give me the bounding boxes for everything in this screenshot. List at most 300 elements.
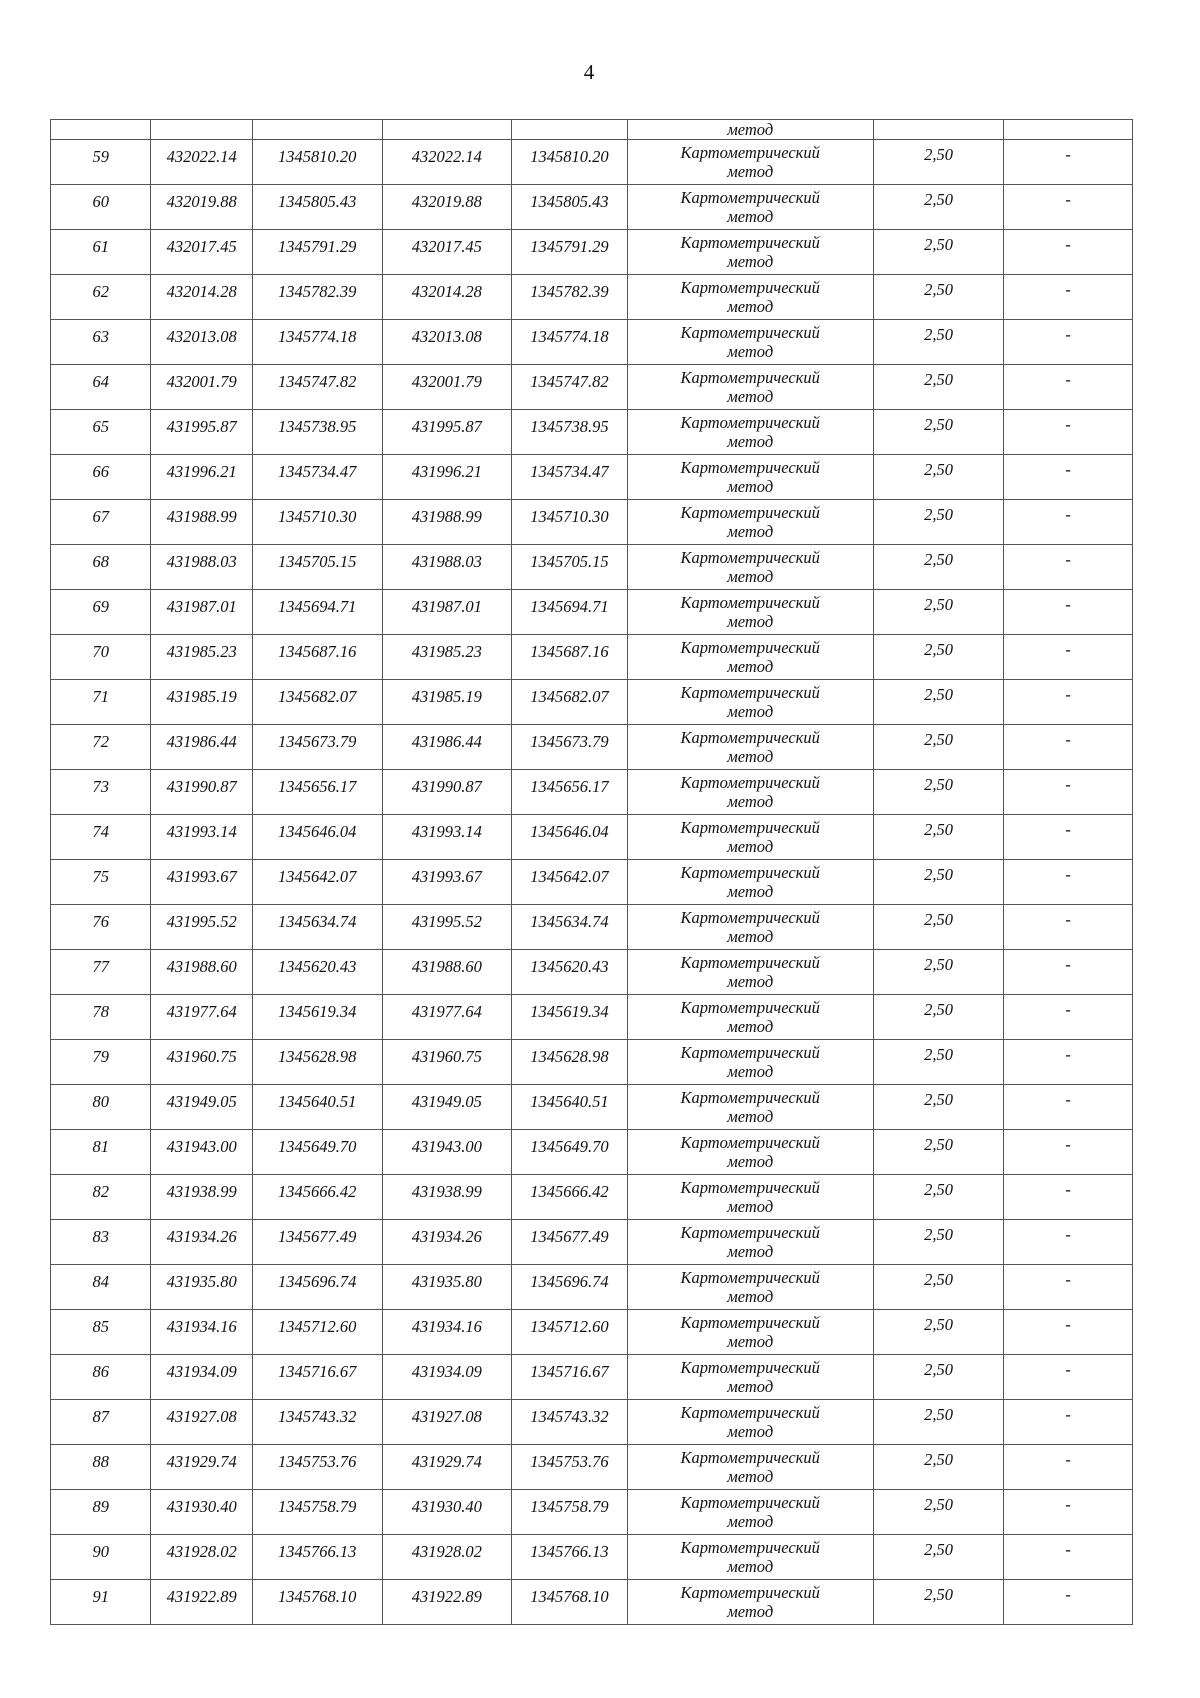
accuracy-cell: 2,50 bbox=[873, 860, 1004, 905]
table-row bbox=[51, 1580, 1133, 1625]
method-line-1: Картометрический bbox=[680, 908, 820, 927]
method-cell bbox=[627, 905, 873, 950]
method-line-2: метод bbox=[727, 747, 774, 766]
method-cell bbox=[627, 995, 873, 1040]
method-line-1: Картометрический bbox=[680, 1583, 820, 1602]
method-cell bbox=[627, 410, 873, 455]
x-existing-cell: 431929.74 bbox=[151, 1445, 252, 1490]
note-cell: - bbox=[1004, 1490, 1133, 1535]
accuracy-cell: 2,50 bbox=[873, 680, 1004, 725]
table-row bbox=[51, 500, 1133, 545]
x-new-cell: 431943.00 bbox=[382, 1130, 512, 1175]
point-number-cell: 70 bbox=[51, 635, 151, 680]
y-new-cell: 1345682.07 bbox=[512, 680, 628, 725]
accuracy-cell: 2,50 bbox=[873, 185, 1004, 230]
coordinates-table bbox=[50, 119, 1133, 1625]
method-cell bbox=[627, 950, 873, 995]
point-number-cell: 85 bbox=[51, 1310, 151, 1355]
y-new-cell: 1345646.04 bbox=[512, 815, 628, 860]
y-new-cell: 1345666.42 bbox=[512, 1175, 628, 1220]
point-number-cell: 88 bbox=[51, 1445, 151, 1490]
y-existing-cell: 1345716.67 bbox=[252, 1355, 382, 1400]
y-existing-cell: 1345782.39 bbox=[252, 275, 382, 320]
method-cell bbox=[627, 1400, 873, 1445]
y-existing-cell: 1345619.34 bbox=[252, 995, 382, 1040]
y-existing-cell: 1345649.70 bbox=[252, 1130, 382, 1175]
note-cell: - bbox=[1004, 725, 1133, 770]
y-existing-cell: 1345666.42 bbox=[252, 1175, 382, 1220]
note-cell: - bbox=[1004, 455, 1133, 500]
y-existing-cell: 1345640.51 bbox=[252, 1085, 382, 1130]
method-line-1: Картометрический bbox=[680, 1268, 820, 1287]
table-cell bbox=[1004, 120, 1133, 140]
method-line-1: Картометрический bbox=[680, 188, 820, 207]
table-row bbox=[51, 635, 1133, 680]
y-new-cell: 1345738.95 bbox=[512, 410, 628, 455]
method-line-1: Картометрический bbox=[680, 1538, 820, 1557]
method-cell bbox=[627, 320, 873, 365]
method-cell bbox=[627, 1355, 873, 1400]
point-number-cell: 74 bbox=[51, 815, 151, 860]
x-new-cell: 432017.45 bbox=[382, 230, 512, 275]
x-existing-cell: 431949.05 bbox=[151, 1085, 252, 1130]
y-new-cell: 1345696.74 bbox=[512, 1265, 628, 1310]
accuracy-cell: 2,50 bbox=[873, 1445, 1004, 1490]
accuracy-cell: 2,50 bbox=[873, 320, 1004, 365]
method-line-2: метод bbox=[727, 522, 774, 541]
accuracy-cell: 2,50 bbox=[873, 455, 1004, 500]
x-existing-cell: 431960.75 bbox=[151, 1040, 252, 1085]
point-number-cell: 91 bbox=[51, 1580, 151, 1625]
accuracy-cell: 2,50 bbox=[873, 1085, 1004, 1130]
method-line-1: Картометрический bbox=[680, 683, 820, 702]
x-existing-cell: 431928.02 bbox=[151, 1535, 252, 1580]
x-new-cell: 431988.60 bbox=[382, 950, 512, 995]
table-row bbox=[51, 995, 1133, 1040]
y-new-cell: 1345634.74 bbox=[512, 905, 628, 950]
method-line-2: метод bbox=[727, 1467, 774, 1486]
y-new-cell: 1345774.18 bbox=[512, 320, 628, 365]
x-existing-cell: 432013.08 bbox=[151, 320, 252, 365]
method-cell bbox=[627, 500, 873, 545]
point-number-cell: 87 bbox=[51, 1400, 151, 1445]
method-line-2: метод bbox=[727, 972, 774, 991]
method-line-1: Картометрический bbox=[680, 1133, 820, 1152]
method-line-1: Картометрический bbox=[680, 773, 820, 792]
method-cell bbox=[627, 365, 873, 410]
point-number-cell: 84 bbox=[51, 1265, 151, 1310]
table-row bbox=[51, 1175, 1133, 1220]
method-line-1: Картометрический bbox=[680, 638, 820, 657]
x-new-cell: 432019.88 bbox=[382, 185, 512, 230]
x-existing-cell: 432022.14 bbox=[151, 140, 252, 185]
x-existing-cell: 431927.08 bbox=[151, 1400, 252, 1445]
y-new-cell: 1345810.20 bbox=[512, 140, 628, 185]
accuracy-cell: 2,50 bbox=[873, 995, 1004, 1040]
method-line-2: метод bbox=[727, 792, 774, 811]
y-new-cell: 1345619.34 bbox=[512, 995, 628, 1040]
method-line-2: метод bbox=[727, 252, 774, 271]
table-cell bbox=[873, 120, 1004, 140]
table-cell bbox=[252, 120, 382, 140]
x-existing-cell: 431995.52 bbox=[151, 905, 252, 950]
method-cell bbox=[627, 1220, 873, 1265]
accuracy-cell: 2,50 bbox=[873, 1310, 1004, 1355]
accuracy-cell: 2,50 bbox=[873, 1535, 1004, 1580]
accuracy-cell: 2,50 bbox=[873, 950, 1004, 995]
note-cell: - bbox=[1004, 680, 1133, 725]
method-cell bbox=[627, 590, 873, 635]
method-line-2: метод bbox=[727, 1422, 774, 1441]
point-number-cell: 90 bbox=[51, 1535, 151, 1580]
y-new-cell: 1345712.60 bbox=[512, 1310, 628, 1355]
method-cell bbox=[627, 140, 873, 185]
method-cell bbox=[627, 680, 873, 725]
accuracy-cell: 2,50 bbox=[873, 1580, 1004, 1625]
table-row bbox=[51, 815, 1133, 860]
accuracy-cell: 2,50 bbox=[873, 1220, 1004, 1265]
method-line-2: метод bbox=[727, 657, 774, 676]
y-new-cell: 1345758.79 bbox=[512, 1490, 628, 1535]
x-new-cell: 431927.08 bbox=[382, 1400, 512, 1445]
method-line-2: метод bbox=[727, 882, 774, 901]
method-line-2: метод bbox=[727, 1062, 774, 1081]
y-new-cell: 1345734.47 bbox=[512, 455, 628, 500]
table-row bbox=[51, 1445, 1133, 1490]
table-row bbox=[51, 680, 1133, 725]
y-existing-cell: 1345620.43 bbox=[252, 950, 382, 995]
method-line-1: Картометрический bbox=[680, 278, 820, 297]
table-row bbox=[51, 1040, 1133, 1085]
table-row bbox=[51, 1310, 1133, 1355]
x-new-cell: 431995.87 bbox=[382, 410, 512, 455]
x-existing-cell: 431993.67 bbox=[151, 860, 252, 905]
table-row bbox=[51, 725, 1133, 770]
note-cell: - bbox=[1004, 1445, 1133, 1490]
method-cell bbox=[627, 815, 873, 860]
x-new-cell: 431960.75 bbox=[382, 1040, 512, 1085]
table-cell bbox=[151, 120, 252, 140]
accuracy-cell: 2,50 bbox=[873, 140, 1004, 185]
note-cell: - bbox=[1004, 365, 1133, 410]
note-cell: - bbox=[1004, 1175, 1133, 1220]
method-line-2: метод bbox=[727, 297, 774, 316]
table-row bbox=[51, 905, 1133, 950]
y-new-cell: 1345768.10 bbox=[512, 1580, 628, 1625]
x-new-cell: 431934.26 bbox=[382, 1220, 512, 1265]
method-line-1: Картометрический bbox=[680, 323, 820, 342]
method-cell bbox=[627, 1310, 873, 1355]
point-number-cell: 65 bbox=[51, 410, 151, 455]
method-line-1: Картометрический bbox=[680, 818, 820, 837]
note-cell: - bbox=[1004, 320, 1133, 365]
point-number-cell: 62 bbox=[51, 275, 151, 320]
method-line-2: метод bbox=[727, 1287, 774, 1306]
note-cell: - bbox=[1004, 140, 1133, 185]
x-existing-cell: 431986.44 bbox=[151, 725, 252, 770]
note-cell: - bbox=[1004, 1580, 1133, 1625]
method-line-2: метод bbox=[727, 1152, 774, 1171]
method-cell bbox=[627, 770, 873, 815]
method-line-2: метод bbox=[727, 1512, 774, 1531]
x-existing-cell: 431935.80 bbox=[151, 1265, 252, 1310]
x-new-cell: 431996.21 bbox=[382, 455, 512, 500]
point-number-cell: 63 bbox=[51, 320, 151, 365]
point-number-cell: 77 bbox=[51, 950, 151, 995]
method-cell bbox=[627, 1265, 873, 1310]
point-number-cell: 61 bbox=[51, 230, 151, 275]
y-existing-cell: 1345646.04 bbox=[252, 815, 382, 860]
method-line-2: метод bbox=[727, 387, 774, 406]
method-line-1: Картометрический bbox=[680, 143, 820, 162]
method-line-1: Картометрический bbox=[680, 728, 820, 747]
y-existing-cell: 1345774.18 bbox=[252, 320, 382, 365]
y-existing-cell: 1345656.17 bbox=[252, 770, 382, 815]
point-number-cell: 75 bbox=[51, 860, 151, 905]
x-new-cell: 431938.99 bbox=[382, 1175, 512, 1220]
x-new-cell: 431995.52 bbox=[382, 905, 512, 950]
method-line-2: метод bbox=[727, 207, 774, 226]
x-existing-cell: 431993.14 bbox=[151, 815, 252, 860]
table-row bbox=[51, 860, 1133, 905]
method-line-1: Картометрический bbox=[680, 503, 820, 522]
y-new-cell: 1345687.16 bbox=[512, 635, 628, 680]
y-new-cell: 1345782.39 bbox=[512, 275, 628, 320]
accuracy-cell: 2,50 bbox=[873, 1355, 1004, 1400]
y-new-cell: 1345628.98 bbox=[512, 1040, 628, 1085]
table-cell bbox=[382, 120, 512, 140]
method-line-2: метод bbox=[727, 567, 774, 586]
method-line-1: Картометрический bbox=[680, 1403, 820, 1422]
method-line-2: метод bbox=[727, 1107, 774, 1126]
y-new-cell: 1345677.49 bbox=[512, 1220, 628, 1265]
x-new-cell: 432013.08 bbox=[382, 320, 512, 365]
accuracy-cell: 2,50 bbox=[873, 230, 1004, 275]
y-existing-cell: 1345738.95 bbox=[252, 410, 382, 455]
y-new-cell: 1345673.79 bbox=[512, 725, 628, 770]
x-new-cell: 431988.03 bbox=[382, 545, 512, 590]
method-line-1: Картометрический bbox=[680, 1448, 820, 1467]
x-new-cell: 431986.44 bbox=[382, 725, 512, 770]
table-row bbox=[51, 545, 1133, 590]
note-cell: - bbox=[1004, 1130, 1133, 1175]
y-new-cell: 1345753.76 bbox=[512, 1445, 628, 1490]
x-new-cell: 431935.80 bbox=[382, 1265, 512, 1310]
y-new-cell: 1345620.43 bbox=[512, 950, 628, 995]
y-existing-cell: 1345810.20 bbox=[252, 140, 382, 185]
table-row bbox=[51, 185, 1133, 230]
y-new-cell: 1345805.43 bbox=[512, 185, 628, 230]
accuracy-cell: 2,50 bbox=[873, 365, 1004, 410]
method-cell bbox=[627, 230, 873, 275]
x-existing-cell: 432014.28 bbox=[151, 275, 252, 320]
y-existing-cell: 1345743.32 bbox=[252, 1400, 382, 1445]
accuracy-cell: 2,50 bbox=[873, 1265, 1004, 1310]
method-line-1: Картометрический bbox=[680, 998, 820, 1017]
method-cell bbox=[627, 1445, 873, 1490]
table-row bbox=[51, 140, 1133, 185]
method-line-1: Картометрический bbox=[680, 1043, 820, 1062]
point-number-cell: 89 bbox=[51, 1490, 151, 1535]
table-row bbox=[51, 1355, 1133, 1400]
point-number-cell: 83 bbox=[51, 1220, 151, 1265]
table-row bbox=[51, 320, 1133, 365]
y-new-cell: 1345766.13 bbox=[512, 1535, 628, 1580]
table-row bbox=[51, 950, 1133, 995]
y-existing-cell: 1345734.47 bbox=[252, 455, 382, 500]
method-cell bbox=[627, 1085, 873, 1130]
x-existing-cell: 431934.09 bbox=[151, 1355, 252, 1400]
x-new-cell: 431934.09 bbox=[382, 1355, 512, 1400]
y-existing-cell: 1345747.82 bbox=[252, 365, 382, 410]
method-line-2: метод bbox=[727, 1377, 774, 1396]
point-number-cell: 60 bbox=[51, 185, 151, 230]
method-line-1: Картометрический bbox=[680, 593, 820, 612]
x-new-cell: 431990.87 bbox=[382, 770, 512, 815]
x-new-cell: 431993.14 bbox=[382, 815, 512, 860]
note-cell: - bbox=[1004, 185, 1133, 230]
table-row bbox=[51, 1220, 1133, 1265]
accuracy-cell: 2,50 bbox=[873, 1400, 1004, 1445]
x-existing-cell: 431988.03 bbox=[151, 545, 252, 590]
method-cell bbox=[627, 1535, 873, 1580]
note-cell: - bbox=[1004, 950, 1133, 995]
table-row bbox=[51, 590, 1133, 635]
accuracy-cell: 2,50 bbox=[873, 410, 1004, 455]
note-cell: - bbox=[1004, 815, 1133, 860]
table-row bbox=[51, 365, 1133, 410]
note-cell: - bbox=[1004, 1220, 1133, 1265]
point-number-cell: 79 bbox=[51, 1040, 151, 1085]
accuracy-cell: 2,50 bbox=[873, 1040, 1004, 1085]
y-existing-cell: 1345712.60 bbox=[252, 1310, 382, 1355]
y-new-cell: 1345649.70 bbox=[512, 1130, 628, 1175]
table-row bbox=[51, 1400, 1133, 1445]
table-cell bbox=[51, 120, 151, 140]
accuracy-cell: 2,50 bbox=[873, 770, 1004, 815]
table-row bbox=[51, 1535, 1133, 1580]
y-existing-cell: 1345805.43 bbox=[252, 185, 382, 230]
method-line-1: Картометрический bbox=[680, 1223, 820, 1242]
method-line-2: метод bbox=[727, 162, 774, 181]
x-new-cell: 431985.23 bbox=[382, 635, 512, 680]
note-cell: - bbox=[1004, 770, 1133, 815]
table-cell bbox=[512, 120, 628, 140]
method-line-2: метод bbox=[727, 837, 774, 856]
table-row bbox=[51, 770, 1133, 815]
x-existing-cell: 431943.00 bbox=[151, 1130, 252, 1175]
y-new-cell: 1345694.71 bbox=[512, 590, 628, 635]
table-row bbox=[51, 1265, 1133, 1310]
note-cell: - bbox=[1004, 275, 1133, 320]
continuation-row bbox=[51, 120, 1133, 140]
x-existing-cell: 431977.64 bbox=[151, 995, 252, 1040]
x-existing-cell: 431987.01 bbox=[151, 590, 252, 635]
y-existing-cell: 1345694.71 bbox=[252, 590, 382, 635]
note-cell: - bbox=[1004, 590, 1133, 635]
accuracy-cell: 2,50 bbox=[873, 275, 1004, 320]
note-cell: - bbox=[1004, 1265, 1133, 1310]
y-existing-cell: 1345791.29 bbox=[252, 230, 382, 275]
method-cell bbox=[627, 185, 873, 230]
note-cell: - bbox=[1004, 905, 1133, 950]
x-existing-cell: 431985.23 bbox=[151, 635, 252, 680]
x-new-cell: 431934.16 bbox=[382, 1310, 512, 1355]
table-row bbox=[51, 1490, 1133, 1535]
method-line-2: метод bbox=[727, 1602, 774, 1621]
method-cell bbox=[627, 1490, 873, 1535]
point-number-cell: 64 bbox=[51, 365, 151, 410]
method-cell bbox=[627, 1040, 873, 1085]
method-line-1: Картометрический bbox=[680, 953, 820, 972]
table-row bbox=[51, 455, 1133, 500]
method-line-2: метод bbox=[727, 1332, 774, 1351]
x-existing-cell: 432001.79 bbox=[151, 365, 252, 410]
point-number-cell: 72 bbox=[51, 725, 151, 770]
y-new-cell: 1345642.07 bbox=[512, 860, 628, 905]
x-existing-cell: 431985.19 bbox=[151, 680, 252, 725]
y-new-cell: 1345705.15 bbox=[512, 545, 628, 590]
method-line-1: Картометрический bbox=[680, 1313, 820, 1332]
method-cell bbox=[627, 860, 873, 905]
x-new-cell: 431930.40 bbox=[382, 1490, 512, 1535]
method-line-2: метод bbox=[727, 342, 774, 361]
accuracy-cell: 2,50 bbox=[873, 1490, 1004, 1535]
x-new-cell: 431988.99 bbox=[382, 500, 512, 545]
x-new-cell: 431985.19 bbox=[382, 680, 512, 725]
y-existing-cell: 1345753.76 bbox=[252, 1445, 382, 1490]
table-row bbox=[51, 410, 1133, 455]
accuracy-cell: 2,50 bbox=[873, 590, 1004, 635]
x-new-cell: 432014.28 bbox=[382, 275, 512, 320]
x-new-cell: 431949.05 bbox=[382, 1085, 512, 1130]
y-existing-cell: 1345768.10 bbox=[252, 1580, 382, 1625]
method-line-2: метод bbox=[727, 702, 774, 721]
y-new-cell: 1345747.82 bbox=[512, 365, 628, 410]
note-cell: - bbox=[1004, 545, 1133, 590]
method-continuation-cell: метод bbox=[627, 120, 873, 140]
point-number-cell: 69 bbox=[51, 590, 151, 635]
y-new-cell: 1345743.32 bbox=[512, 1400, 628, 1445]
method-cell bbox=[627, 545, 873, 590]
y-existing-cell: 1345758.79 bbox=[252, 1490, 382, 1535]
y-new-cell: 1345656.17 bbox=[512, 770, 628, 815]
x-existing-cell: 431938.99 bbox=[151, 1175, 252, 1220]
y-new-cell: 1345716.67 bbox=[512, 1355, 628, 1400]
x-new-cell: 432022.14 bbox=[382, 140, 512, 185]
y-existing-cell: 1345677.49 bbox=[252, 1220, 382, 1265]
method-line-1: Картометрический bbox=[680, 1493, 820, 1512]
table-row bbox=[51, 230, 1133, 275]
note-cell: - bbox=[1004, 860, 1133, 905]
accuracy-cell: 2,50 bbox=[873, 815, 1004, 860]
y-existing-cell: 1345634.74 bbox=[252, 905, 382, 950]
x-existing-cell: 431988.99 bbox=[151, 500, 252, 545]
point-number-cell: 73 bbox=[51, 770, 151, 815]
point-number-cell: 86 bbox=[51, 1355, 151, 1400]
y-existing-cell: 1345628.98 bbox=[252, 1040, 382, 1085]
method-line-1: Картометрический bbox=[680, 548, 820, 567]
method-line-2: метод bbox=[727, 477, 774, 496]
x-new-cell: 431928.02 bbox=[382, 1535, 512, 1580]
point-number-cell: 68 bbox=[51, 545, 151, 590]
accuracy-cell: 2,50 bbox=[873, 545, 1004, 590]
x-existing-cell: 432017.45 bbox=[151, 230, 252, 275]
y-existing-cell: 1345705.15 bbox=[252, 545, 382, 590]
point-number-cell: 81 bbox=[51, 1130, 151, 1175]
note-cell: - bbox=[1004, 1310, 1133, 1355]
point-number-cell: 82 bbox=[51, 1175, 151, 1220]
